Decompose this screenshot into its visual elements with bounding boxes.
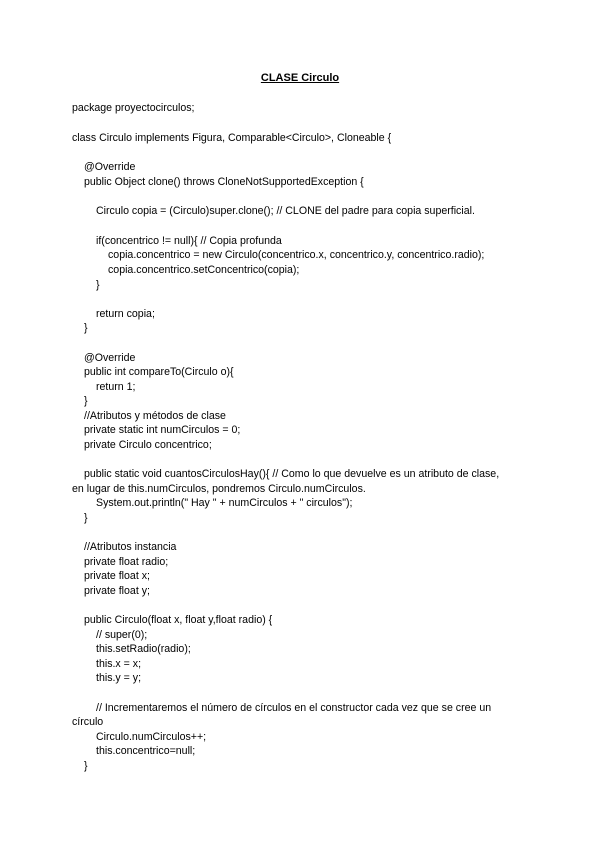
code-line: private float x; xyxy=(84,570,150,582)
code-line: @Override xyxy=(84,161,136,173)
code-line: copia.concentrico = new Circulo(concentrico.x, concentrico.y, concentrico.radio); xyxy=(108,249,485,261)
code-line: this.concentrico=null; xyxy=(96,745,196,757)
code-line: this.setRadio(radio); xyxy=(96,643,191,655)
code-line: class Circulo implements Figura, Comparable<Circulo>, Cloneable { xyxy=(72,132,392,144)
code-line: Circulo.numCirculos++; xyxy=(96,731,207,743)
code-line: } xyxy=(84,512,88,524)
code-line: public int compareTo(Circulo o){ xyxy=(84,366,234,378)
code-line: Circulo copia = (Circulo)super.clone(); // CLONE del padre para copia superficial. xyxy=(96,205,475,217)
code-line: en lugar de this.numCirculos, pondremos Circulo.numCirculos. xyxy=(72,483,366,495)
code-line: @Override xyxy=(84,352,136,364)
code-line: private float radio; xyxy=(84,556,169,568)
code-line: package proyectocirculos; xyxy=(72,102,195,114)
code-line: } xyxy=(96,279,100,291)
code-line: public static void cuantosCirculosHay(){ // Como lo que devuelve es un atributo de clase, xyxy=(84,468,500,480)
code-line: this.x = x; xyxy=(96,658,142,670)
code-line: public Circulo(float x, float y,float radio) { xyxy=(84,614,273,626)
code-line: public Object clone() throws CloneNotSupportedException { xyxy=(84,176,364,188)
code-line: return copia; xyxy=(96,308,155,320)
code-line: } xyxy=(84,322,88,334)
code-line: if(concentrico != null){ // Copia profunda xyxy=(96,235,282,247)
code-line: //Atributos y métodos de clase xyxy=(84,410,226,422)
code-line: // super(0); xyxy=(96,629,148,641)
code-line: // Incrementaremos el número de círculos en el constructor cada vez que se cree un xyxy=(96,702,492,714)
code-line: } xyxy=(84,760,88,772)
code-line: private Circulo concentrico; xyxy=(84,439,212,451)
code-line: } xyxy=(84,395,88,407)
code-line: this.y = y; xyxy=(96,672,142,684)
code-line: //Atributos instancia xyxy=(84,541,177,553)
code-line: return 1; xyxy=(96,381,136,393)
code-line: private float y; xyxy=(84,585,150,597)
code-line: System.out.println(" Hay " + numCirculos + " circulos"); xyxy=(96,497,353,509)
code-line: círculo xyxy=(72,716,104,728)
code-line: copia.concentrico.setConcentrico(copia); xyxy=(108,264,300,276)
document-title: CLASE Circulo xyxy=(260,72,340,84)
code-line: private static int numCirculos = 0; xyxy=(84,424,241,436)
